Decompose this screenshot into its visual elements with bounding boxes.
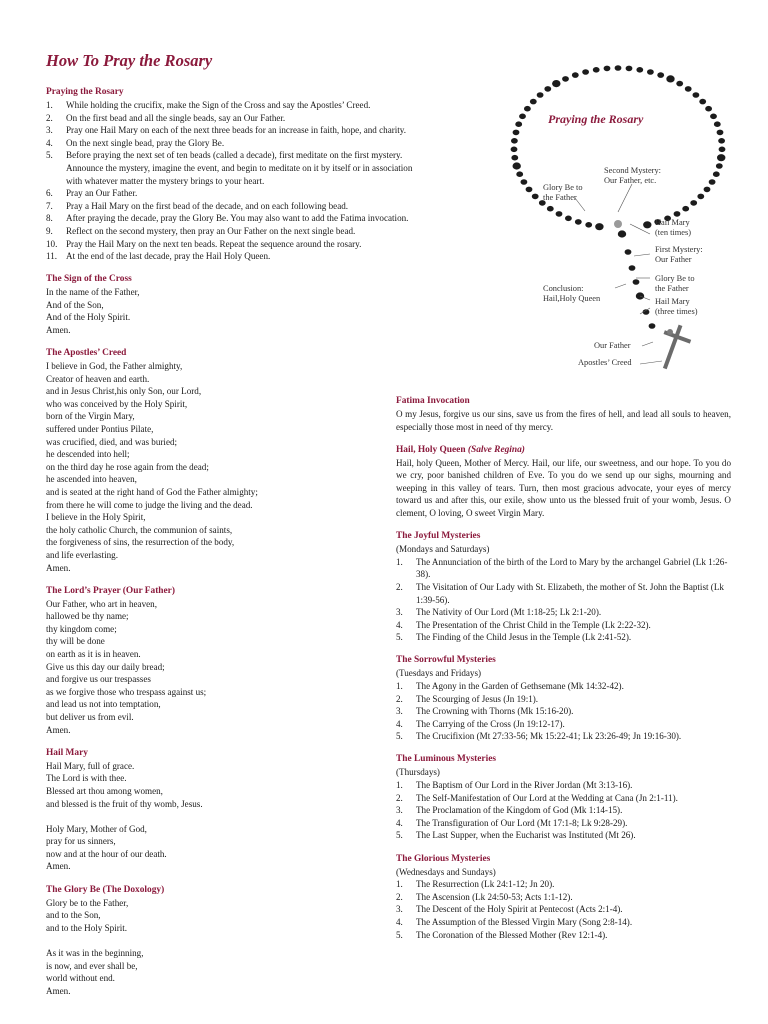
prayer-line: Give us this day our daily bread; — [46, 661, 165, 672]
section-sorrowful — [396, 654, 731, 743]
rosary-bead — [657, 72, 664, 78]
label-hail-mary-three: Hail Mary (three times) — [655, 297, 698, 316]
rosary-bead — [709, 179, 716, 185]
mysteries-list — [396, 779, 731, 842]
list-item: 11. At the end of the last decade, pray the Hail Holy Queen. — [46, 251, 271, 262]
rosary-bead — [714, 121, 721, 127]
rosary-bead — [511, 147, 518, 153]
rosary-bead — [717, 154, 725, 161]
rosary-bead — [521, 179, 528, 185]
pointer-lines — [575, 184, 662, 364]
prayer-line: and blessed is the fruit of thy womb, Jesus. — [46, 798, 203, 809]
list-item: 5. The Finding of the Child Jesus in the Temple (Lk 2:41-52). — [396, 632, 632, 643]
mysteries-list — [396, 556, 731, 644]
section-heading: Hail, Holy Queen (Salve Regina) — [396, 444, 525, 455]
prayer-line: hallowed be thy name; — [46, 611, 129, 622]
prayer-line: And of the Son, — [46, 299, 104, 310]
list-item: 7. Pray a Hail Mary on the first bead of the decade, and on each following bead. — [46, 200, 349, 211]
diagram-title: Praying the Rosary — [548, 112, 644, 126]
section-heading: The Sign of the Cross — [46, 274, 132, 285]
section-heading: The Glorious Mysteries — [396, 853, 491, 864]
rosary-bead — [544, 86, 551, 92]
prayer-line: and to the Son, — [46, 910, 101, 921]
rosary-bead — [719, 147, 726, 153]
list-item: 4. The Assumption of the Blessed Virgin Mary (Song 2:8-14). — [396, 916, 633, 927]
prayer-line: and forgive us our trespasses — [46, 674, 151, 685]
rosary-bead — [516, 171, 523, 177]
days-line: (Tuesdays and Fridays) — [396, 668, 482, 679]
rosary-bead — [575, 219, 582, 225]
section-heading: The Joyful Mysteries — [396, 531, 481, 542]
section-heading: Praying the Rosary — [46, 87, 124, 97]
prayer-line: Amen. — [46, 562, 71, 573]
rosary-bead — [618, 230, 626, 237]
rosary-bead — [685, 86, 692, 92]
rosary-bead — [537, 92, 544, 98]
rosary-bead — [582, 69, 589, 75]
rosary-bead — [647, 69, 654, 75]
rosary-bead — [717, 130, 724, 136]
rosary-diagram — [500, 56, 730, 376]
list-item: 1. While holding the crucifix, make the Sign of the Cross and say the Apostles’ Creed. — [46, 100, 371, 110]
prayer-line: thy kingdom come; — [46, 623, 117, 634]
prayer-line: and lead us not into temptation, — [46, 699, 161, 710]
section-luminous — [396, 753, 731, 842]
prayer-line: and to the Holy Spirit. — [46, 922, 128, 933]
rosary-bead — [626, 66, 633, 72]
days-line: (Thursdays) — [396, 767, 440, 778]
rosary-bead — [511, 138, 518, 144]
rosary-bead — [511, 155, 518, 161]
days-line: (Wednesdays and Sundays) — [396, 866, 496, 877]
prayer-line: Amen. — [46, 861, 71, 872]
prayer-line: on the third day he rose again from the dead; — [46, 461, 209, 472]
list-item: 3. The Nativity of Our Lord (Mt 1:18-25; Lk 2:1-20). — [396, 607, 602, 618]
label-first-mystery: First Mystery: Our Father — [655, 245, 703, 264]
rosary-bead — [636, 67, 643, 73]
prayer-line: was crucified, died, and was buried; — [46, 436, 178, 447]
rosary-bead — [676, 81, 683, 87]
rosary-bead — [530, 99, 537, 105]
rosary-bead — [565, 216, 572, 222]
rosary-bead — [629, 265, 636, 271]
prayer-line: Our Father, who art in heaven, — [46, 598, 157, 609]
rosary-bead — [633, 279, 640, 285]
list-item: 5. Before praying the next set of ten beads (called a decade), first meditate on the first mystery. Announce the mystery, imagine the event, and begin to meditate on it by itself or in association with whatever matter the mystery brings to your heart. — [46, 150, 413, 186]
prayer-line: In the name of the Father, — [46, 287, 140, 298]
section-heading: The Sorrowful Mysteries — [396, 655, 496, 666]
rosary-bead — [524, 106, 531, 112]
prayer-line: Holy Mary, Mother of God, — [46, 823, 147, 834]
section-heading: The Luminous Mysteries — [396, 754, 497, 765]
list-item: 4. The Carrying of the Cross (Jn 19:12-17). — [396, 718, 565, 729]
rosary-bead — [718, 138, 725, 144]
rosary-bead — [585, 222, 592, 228]
prayer-line: As it was in the beginning, — [46, 947, 144, 958]
prayer-line: as we forgive those who trespass against us; — [46, 686, 207, 697]
section-heading: The Apostles’ Creed — [46, 348, 127, 359]
label-conclusion: Conclusion: Hail,Holy Queen — [543, 284, 601, 303]
section-sign-of-cross — [46, 273, 476, 336]
rosary-bead — [615, 65, 622, 71]
rosary-bead — [682, 206, 689, 212]
prayer-line: Amen. — [46, 724, 71, 735]
list-item: 4. On the next single bead, pray the Glory Be. — [46, 137, 225, 148]
list-item: 2. The Scourging of Jesus (Jn 19:1). — [396, 693, 539, 704]
list-item: 1. The Baptism of Our Lord in the River Jordan (Mt 3:13-16). — [396, 780, 633, 791]
mysteries-list — [396, 878, 731, 941]
prayer-line: world without end. — [46, 973, 115, 984]
rosary-bead — [705, 106, 712, 112]
rosary-bead — [713, 171, 720, 177]
prayer-line: from there he will come to judge the living and the dead. — [46, 499, 253, 510]
section-glorious — [396, 853, 731, 942]
prayer-line: he descended into hell; — [46, 449, 130, 460]
rosary-bead — [547, 206, 554, 212]
prayer-line: I believe in God, the Father almighty, — [46, 361, 183, 372]
prayer-line: who was conceived by the Holy Spirit, — [46, 398, 188, 409]
list-item: 3. Pray one Hail Mary on each of the next three beads for an increase in faith, hope, and charity. — [46, 125, 407, 136]
prayer-line: and is seated at the right hand of God the Father almighty; — [46, 487, 258, 498]
list-item: 4. The Presentation of the Christ Child in the Temple (Lk 2:22-32). — [396, 619, 651, 630]
list-item: 3. The Descent of the Holy Spirit at Pentecost (Acts 2:1-4). — [396, 904, 623, 915]
prayer-line: and life everlasting. — [46, 550, 118, 560]
rosary-bead — [593, 67, 600, 73]
days-line: (Mondays and Saturdays) — [396, 544, 490, 555]
prayer-line: born of the Virgin Mary, — [46, 411, 135, 422]
section-joyful — [396, 530, 731, 644]
prayer-line: is now, and ever shall be, — [46, 960, 138, 971]
rosary-bead — [690, 200, 697, 206]
mysteries-list — [396, 680, 731, 743]
prayer-line: he ascended into heaven, — [46, 474, 137, 485]
section-hail-holy-queen — [396, 444, 731, 520]
section-heading: Hail Mary — [46, 747, 88, 758]
list-item: 2. The Visitation of Our Lady with St. Elizabeth, the mother of St. John the Baptist (Lk 1:39-56). — [396, 581, 724, 605]
right-column — [396, 395, 731, 952]
rosary-bead — [519, 114, 526, 120]
rosary-bead — [625, 249, 632, 255]
crucifix-icon — [663, 325, 691, 370]
list-item: 4. The Transfiguration of Our Lord (Mt 17:1-8; Lk 9:28-29). — [396, 817, 628, 828]
list-item: 1. The Annunciation of the birth of the Lord to Mary by the archangel Gabriel (Lk 1:26-38). — [396, 556, 728, 580]
label-glory-be-bottom: Glory Be to the Father — [655, 274, 695, 293]
prayer-line: Creator of heaven and earth. — [46, 373, 150, 384]
rosary-bead — [595, 223, 603, 230]
list-item: 9. Reflect on the second mystery, then pray an Our Father on the next single bead. — [46, 225, 356, 236]
rosary-bead — [572, 72, 579, 78]
prayer-line: The Lord is with thee. — [46, 773, 127, 784]
list-item: 2. The Ascension (Lk 24:50-53; Acts 1:1-12). — [396, 891, 573, 902]
rosary-bead — [604, 66, 611, 72]
section-heading: The Glory Be (The Doxology) — [46, 884, 165, 895]
rosary-bead — [699, 99, 706, 105]
section-heading: Fatima Invocation — [396, 396, 470, 406]
rosary-bead — [532, 194, 539, 200]
rosary-bead — [704, 187, 711, 193]
list-item: 5. The Coronation of the Blessed Mother (Rev 12:1-4). — [396, 929, 608, 940]
rosary-bead — [693, 92, 700, 98]
rosary-bead — [513, 130, 520, 136]
label-second-mystery: Second Mystery: Our Father, etc. — [604, 166, 661, 185]
rosary-bead — [556, 211, 563, 217]
rosary-illustration — [500, 56, 730, 376]
rosary-bead — [515, 121, 522, 127]
list-item: 2. On the first bead and all the single beads, say an Our Father. — [46, 112, 286, 123]
prayer-line: Blessed art thou among women, — [46, 785, 163, 796]
prayer-line: and in Jesus Christ,his only Son, our Lord, — [46, 386, 202, 397]
list-item: 3. The Crowning with Thorns (Mk 15:16-20). — [396, 706, 574, 717]
prayer-line: suffered under Pontius Pilate, — [46, 424, 154, 435]
list-item: 6. Pray an Our Father. — [46, 188, 138, 199]
prayer-line: now and at the hour of our death. — [46, 848, 167, 859]
label-our-father: Our Father — [594, 341, 631, 350]
steps-list — [46, 99, 476, 263]
list-item: 3. The Proclamation of the Kingdom of God (Mk 1:14-15). — [396, 805, 623, 816]
label-apostles-creed: Apostles’ Creed — [578, 358, 632, 367]
list-item: 5. The Last Supper, when the Eucharist was Instituted (Mt 26). — [396, 830, 636, 841]
rosary-bead — [513, 162, 521, 169]
rosary-bead — [649, 323, 656, 329]
rosary-bead — [643, 221, 651, 228]
label-hail-mary-ten: Hail Mary (ten times) — [655, 218, 692, 237]
prayer-line: pray for us sinners, — [46, 836, 116, 847]
list-item: 10. Pray the Hail Mary on the next ten beads. Repeat the sequence around the rosary. — [46, 238, 362, 249]
rosary-bead — [674, 211, 681, 217]
list-item: 1. The Agony in the Garden of Gethsemane (Mk 14:32-42). — [396, 681, 624, 691]
prayer-line: but deliver us from evil. — [46, 712, 134, 723]
rosary-bead — [562, 76, 569, 82]
section-praying-rosary — [46, 86, 476, 263]
prayer-line: the forgiveness of sins, the resurrection of the body, — [46, 537, 235, 548]
prayer-line: on earth as it is in heaven. — [46, 649, 141, 660]
rosary-bead — [666, 75, 674, 82]
list-item: 1. The Resurrection (Lk 24:1-12; Jn 20). — [396, 879, 555, 890]
list-item: 5. The Crucifixion (Mt 27:33-56; Mk 15:22-41; Lk 23:26-49; Jn 19:16-30). — [396, 731, 682, 742]
prayer-line: the holy catholic Church, the communion of saints, — [46, 524, 233, 535]
prayer-line: Amen. — [46, 325, 71, 335]
prayer-text: O my Jesus, forgive us our sins, save us from the fires of hell, and lead all souls to heaven, especially those most in need of thy mercy. — [396, 409, 731, 432]
rosary-bead — [697, 194, 704, 200]
list-item: 2. The Self-Manifestation of Our Lord at the Wedding at Cana (Jn 2:1-11). — [396, 792, 678, 803]
rosary-bead — [716, 163, 723, 169]
prayer-line: Amen. — [46, 985, 71, 996]
prayer-line: thy will be done — [46, 636, 105, 647]
section-fatima — [396, 395, 731, 433]
centerpiece-medal-icon — [614, 220, 622, 228]
list-item: 8. After praying the decade, pray the Glory Be. You may also want to add the Fatima invocation. — [46, 213, 409, 224]
rosary-bead — [710, 114, 717, 120]
prayer-text: Hail, holy Queen, Mother of Mercy. Hail, our life, our sweetness, and our hope. To you do we cry, poor banished children of Eve. To you do we send up our sighs, mourning and weeping in this valley of tears. Turn, then most gracious advocate, your eyes of mercy toward us and after this, our exile, show unto us the blessed fruit of your womb, Jesus. O clement, O loving, O sweet Virgin Mary. — [396, 457, 731, 519]
label-glory-be-top: Glory Be to the Father — [543, 183, 583, 202]
prayer-line: Hail Mary, full of grace. — [46, 760, 135, 771]
page-title: How To Pray the Rosary — [46, 51, 213, 70]
section-heading: The Lord’s Prayer (Our Father) — [46, 585, 175, 596]
prayer-line: And of the Holy Spirit. — [46, 312, 131, 323]
rosary-bead — [526, 187, 533, 193]
prayer-line: Glory be to the Father, — [46, 897, 129, 908]
rosary-bead — [552, 80, 560, 87]
prayer-line: I believe in the Holy Spirit, — [46, 512, 146, 523]
